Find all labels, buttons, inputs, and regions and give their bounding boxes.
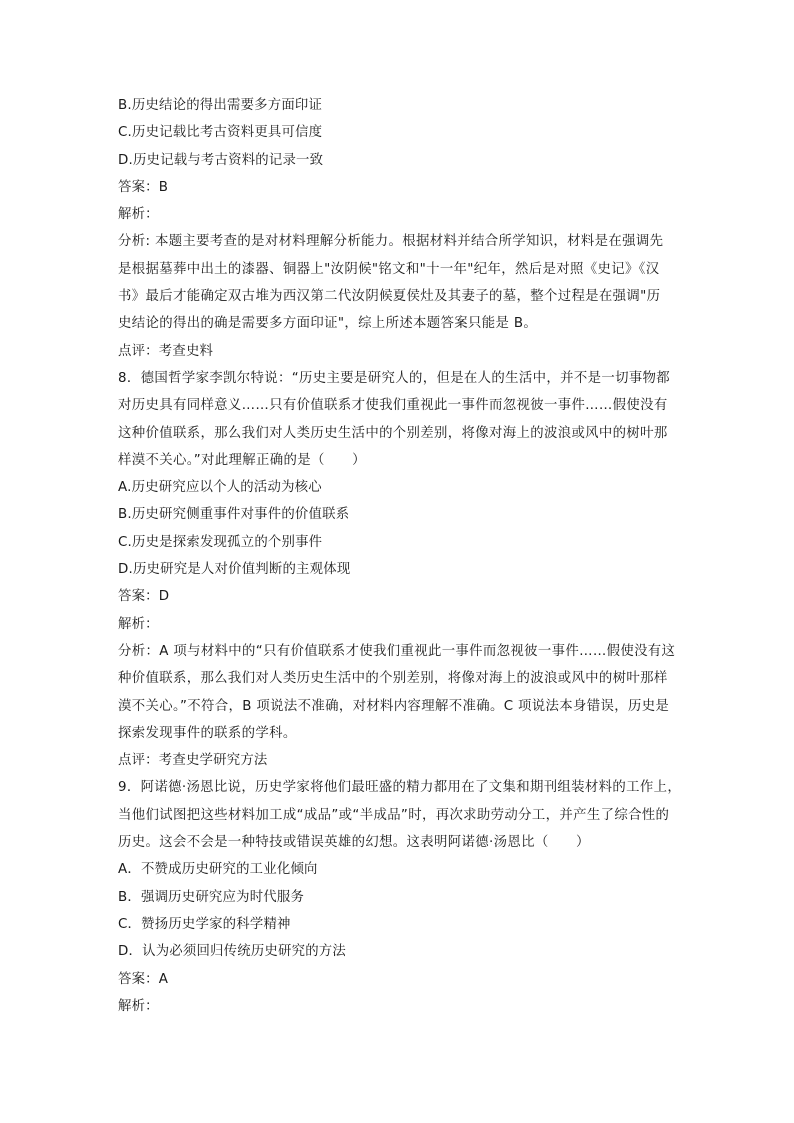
q8-comment: 点评：考查史学研究方法: [118, 753, 268, 769]
q7-analysis-line: 是根据墓葬中出土的漆器、铜器上"汝阴候"铭文和"十一年"纪年，然后是对照《史记》《汉: [118, 261, 660, 277]
q8-answer: 答案：D: [118, 589, 170, 605]
q8-stem-line: 这种价值联系，那么我们对人类历史生活中的个别差别，将像对海上的波浪或风中的树叶那: [118, 425, 668, 441]
q9-option-d: D．认为必须回归传统历史研究的方法: [118, 944, 346, 960]
q7-answer: 答案：B: [118, 179, 169, 195]
q9-stem-line: 当他们试图把这些材料加工成“成品”或“半成品”时，再次求助劳动分工，并产生了综合性的: [118, 807, 670, 823]
q9-option-a: A．不赞成历史研究的工业化倾向: [118, 862, 318, 878]
q9-stem-line: 9．阿诺德·汤恩比说，历史学家将他们最旺盛的精力都用在了文集和期刊组装材料的工作上，: [118, 780, 682, 796]
q7-analysis-line: 书》最后才能确定双古堆为西汉第二代汝阴候夏侯灶及其妻子的墓，整个过程是在强调"历: [118, 289, 661, 305]
q9-stem-line: 历史。这会不会是一种特技或错误英雄的幻想。这表明阿诺德·汤恩比（ ）: [118, 835, 590, 851]
q9-stem: [118, 774, 688, 856]
q8-stem: [118, 365, 688, 474]
q8-option-b: B.历史研究侧重事件对事件的价值联系: [118, 507, 350, 523]
q7-analysis-line: 分析: 本题主要考查的是对材料理解分析能力。根据材料并结合所学知识，材料是在强调先: [118, 234, 664, 250]
q8-option-c: C.历史是探索发现孤立的个别事件: [118, 534, 323, 550]
q9-answer: 答案：A: [118, 971, 169, 987]
q8-stem-line: 对历史具有同样意义……只有价值联系才使我们重视此一事件而忽视彼一事件……假使没有: [118, 398, 668, 414]
q8-stem-line: 样漠不关心。”对此理解正确的是（ ）: [118, 452, 366, 468]
q7-analysis-text: [118, 228, 688, 337]
q7-option-c: C.历史记载比考古资料更具可信度: [118, 125, 323, 141]
q8-analysis-line: 种价值联系，那么我们对人类历史生活中的个别差别，将像对海上的波浪或风中的树叶那样: [118, 671, 668, 687]
q7-comment: 点评：考查史料: [118, 343, 214, 359]
q7-analysis-label: 解析：: [118, 207, 159, 223]
q8-analysis-line: 分析：A 项与材料中的“只有价值联系才使我们重视此一事件而忽视彼一事件……假使没有这: [118, 643, 676, 659]
q9-option-b: B．强调历史研究应为时代服务: [118, 889, 305, 905]
q7-option-d: D.历史记载与考古资料的记录一致: [118, 152, 324, 168]
q9-analysis-label: 解析：: [118, 998, 159, 1014]
question-7: [118, 92, 688, 365]
document-page: [118, 92, 688, 1020]
q8-option-d: D.历史研究是人对价值判断的主观体现: [118, 562, 351, 578]
q7-analysis-line: 史结论的得出的确是需要多方面印证"，综上所述本题答案只能是 B。: [118, 316, 538, 332]
q7-option-b: B.历史结论的得出需要多方面印证: [118, 98, 323, 113]
q8-analysis-line: 探索发现事件的联系的学科。: [118, 725, 297, 741]
q8-analysis-label: 解析：: [118, 616, 159, 632]
q8-option-a: A.历史研究应以个人的活动为核心: [118, 480, 322, 496]
q8-stem-line: 8．德国哲学家李凯尔特说：“历史主要是研究人的，但是在人的生活中，并不是一切事物都: [118, 370, 671, 386]
q8-analysis-line: 漠不关心。”不符合，B 项说法不准确，对材料内容理解不准确。C 项说法本身错误，历史是: [118, 698, 670, 714]
q9-option-c: C．赞扬历史学家的科学精神: [118, 916, 291, 932]
q8-analysis-text: [118, 638, 688, 747]
question-9: [118, 774, 688, 1020]
question-8: [118, 365, 688, 774]
